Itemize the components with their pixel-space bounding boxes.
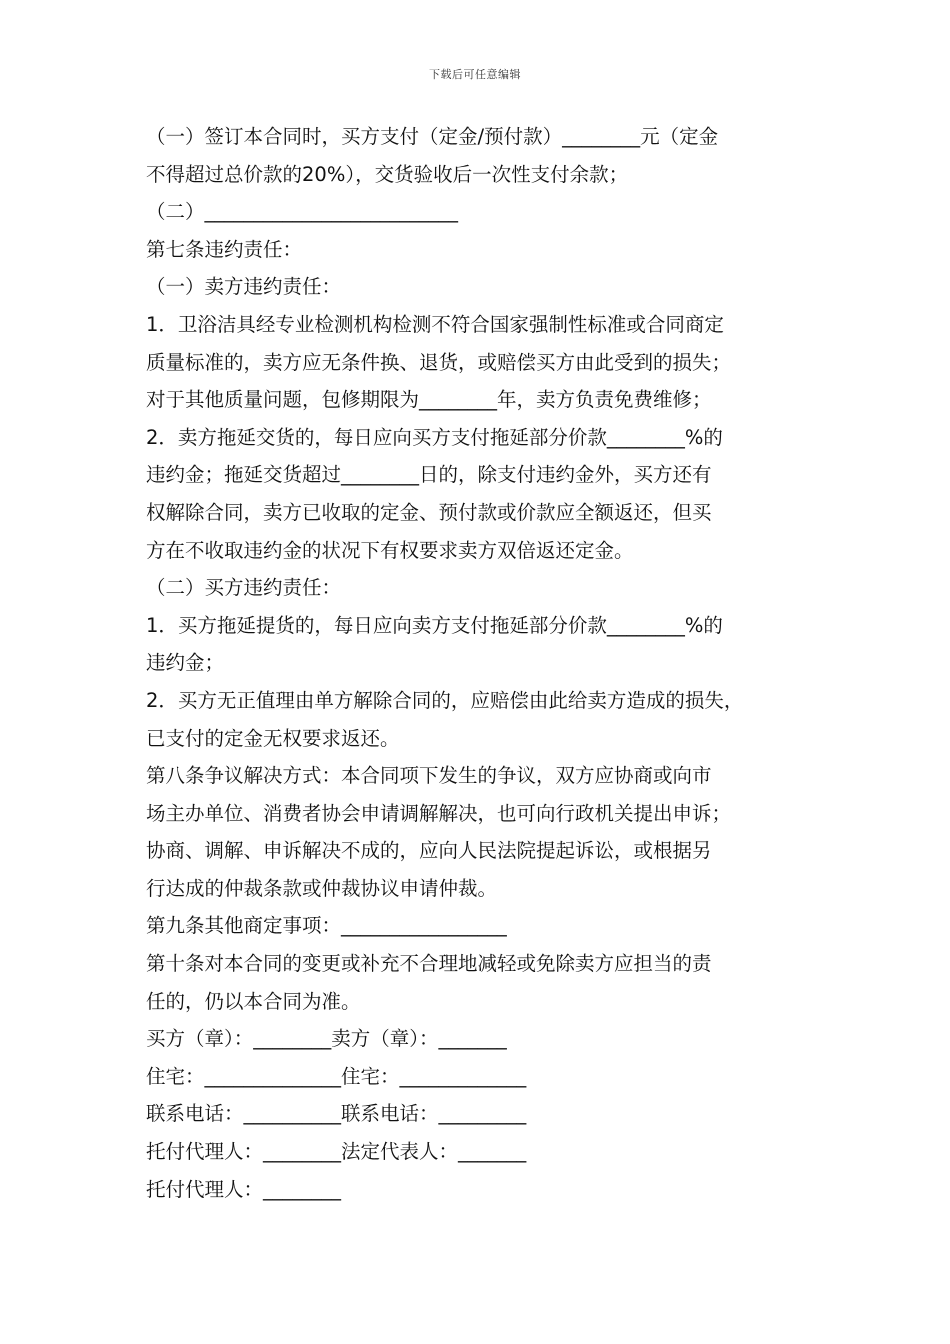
text-line: 2．买方无正值理由单方解除合同的，应赔偿由此给卖方造成的损失， — [146, 688, 744, 712]
text-line: 权解除合同，卖方已收取的定金、预付款或价款应全额返还，但买 — [146, 500, 712, 524]
article-heading: 第十条对本合同的变更或补充不合理地减轻或免除卖方应担当的责 — [146, 952, 712, 976]
text-line: 不得超过总价款的20%），交货验收后一次性支付余款； — [146, 162, 629, 186]
text-line: 违约金； — [146, 651, 225, 675]
signature-line: 托付代理人：________法定代表人：_______ — [146, 1140, 527, 1164]
text-line: 方在不收取违约金的状况下有权要求卖方双倍返还定金。 — [146, 538, 634, 562]
text-line: 对于其他质量问题，包修期限为________年，卖方负责免费维修； — [146, 388, 712, 412]
text-line: 任的，仍以本合同为准。 — [146, 989, 361, 1013]
contract-body — [146, 118, 810, 1208]
section-heading: （一）卖方违约责任： — [146, 275, 342, 299]
signature-line: 住宅：______________住宅：_____________ — [146, 1064, 527, 1088]
page-header: 下载后可任意编辑 — [429, 68, 521, 81]
text-line: 已支付的定金无权要求返还。 — [146, 726, 400, 750]
article-heading: 第九条其他商定事项：_________________ — [146, 914, 507, 938]
text-line: （二）__________________________ — [146, 200, 459, 224]
article-heading: 第八条争议解决方式：本合同项下发生的争议，双方应协商或向市 — [146, 764, 712, 788]
text-line: 场主办单位、消费者协会申请调解解决，也可向行政机关提出申诉； — [146, 801, 732, 825]
article-heading: 第七条违约责任： — [146, 237, 303, 261]
section-heading: （二）买方违约责任： — [146, 576, 342, 600]
text-line: 1．卫浴洁具经专业检测机构检测不符合国家强制性标准或合同商定 — [146, 312, 724, 336]
text-line: 协商、调解、申诉解决不成的，应向人民法院提起诉讼，或根据另 — [146, 839, 712, 863]
text-line: 违约金；拖延交货超过________日的，除支付违约金外，买方还有 — [146, 463, 712, 487]
text-line: （一）签订本合同时，买方支付（定金/预付款）________元（定金 — [146, 125, 719, 148]
signature-line: 买方（章）：________卖方（章）：_______ — [146, 1027, 507, 1051]
text-line: 行达成的仲裁条款或仲裁协议申请仲裁。 — [146, 876, 498, 900]
text-line: 1．买方拖延提货的，每日应向卖方支付拖延部分价款________%的 — [146, 613, 723, 637]
signature-line: 联系电话：__________联系电话：_________ — [146, 1102, 527, 1126]
text-line: 2．卖方拖延交货的，每日应向买方支付拖延部分价款________%的 — [146, 425, 723, 449]
signature-line: 托付代理人：________ — [146, 1177, 342, 1201]
text-line: 质量标准的，卖方应无条件换、退货，或赔偿买方由此受到的损失； — [146, 350, 732, 374]
